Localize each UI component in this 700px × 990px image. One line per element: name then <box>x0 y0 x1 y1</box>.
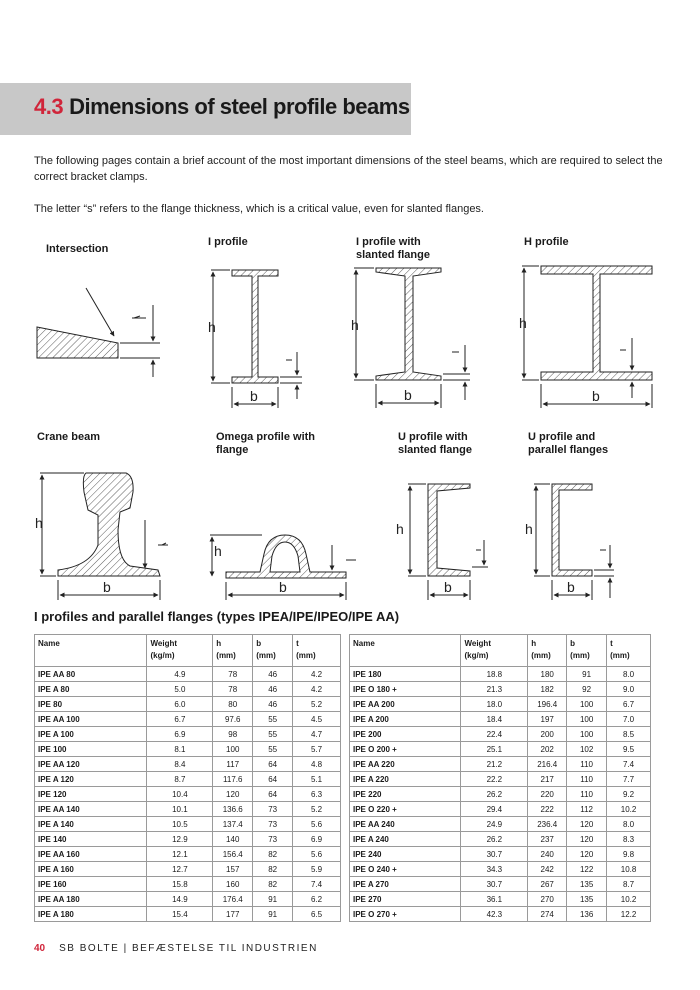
cell-b: 82 <box>253 847 293 862</box>
cell-b: 135 <box>567 892 607 907</box>
cell-weight: 22.2 <box>461 772 528 787</box>
h-profile-drawing <box>522 266 652 408</box>
cell-weight: 12.1 <box>147 847 213 862</box>
cell-t: 5.6 <box>293 847 341 862</box>
cell-weight: 30.7 <box>461 877 528 892</box>
cell-name: IPE A 80 <box>35 682 147 697</box>
cell-b: 102 <box>567 742 607 757</box>
table-row <box>35 832 341 847</box>
cell-name: IPE A 120 <box>35 772 147 787</box>
cell-weight: 8.7 <box>147 772 213 787</box>
label-intersection: Intersection <box>46 243 109 255</box>
cell-name: IPE O 240 + <box>350 862 461 877</box>
cell-weight: 25.1 <box>461 742 528 757</box>
cell-name: IPE A 240 <box>350 832 461 847</box>
cell-weight: 42.3 <box>461 907 528 922</box>
cell-b: 122 <box>567 862 607 877</box>
cell-h: 78 <box>213 682 253 697</box>
cell-b: 91 <box>567 667 607 682</box>
cell-weight: 12.9 <box>147 832 213 847</box>
dimensions-table-right <box>349 634 651 922</box>
cell-weight: 6.7 <box>147 712 213 727</box>
cell-b: 120 <box>567 832 607 847</box>
cell-h: 137.4 <box>213 817 253 832</box>
cell-b: 92 <box>567 682 607 697</box>
cell-h: 274 <box>528 907 567 922</box>
table-row <box>350 847 651 862</box>
cell-t: 9.5 <box>607 742 651 757</box>
table-section-title: I profiles and parallel flanges (types IPEA/IPE/IPEO/IPE AA) <box>34 609 400 624</box>
u-parallel-h: h <box>525 521 533 537</box>
cell-h: 136.6 <box>213 802 253 817</box>
h-profile-b: b <box>592 388 600 404</box>
cell-h: 220 <box>528 787 567 802</box>
cell-weight: 15.8 <box>147 877 213 892</box>
intro-paragraph-2: The letter “s” refers to the flange thickness, which is a critical value, even for slanted flanges. <box>34 203 484 215</box>
i-slanted-b: b <box>404 387 412 403</box>
table-row <box>350 877 651 892</box>
cell-t: 10.2 <box>607 892 651 907</box>
cell-t: 8.7 <box>607 877 651 892</box>
cell-h: 197 <box>528 712 567 727</box>
table-header-row <box>35 635 341 667</box>
cell-b: 91 <box>253 907 293 922</box>
cell-t: 4.2 <box>293 667 341 682</box>
cell-b: 46 <box>253 682 293 697</box>
cell-weight: 8.4 <box>147 757 213 772</box>
cell-b: 73 <box>253 817 293 832</box>
table-row <box>350 697 651 712</box>
cell-b: 112 <box>567 802 607 817</box>
cell-name: IPE A 160 <box>35 862 147 877</box>
cell-name: IPE 220 <box>350 787 461 802</box>
label-i-profile: I profile <box>208 236 248 248</box>
cell-b: 73 <box>253 832 293 847</box>
cell-weight: 21.2 <box>461 757 528 772</box>
cell-h: 200 <box>528 727 567 742</box>
table-row <box>350 772 651 787</box>
label-u-slanted: U profile with slanted flange <box>398 431 472 456</box>
cell-h: 78 <box>213 667 253 682</box>
cell-h: 98 <box>213 727 253 742</box>
cell-t: 9.8 <box>607 847 651 862</box>
cell-h: 242 <box>528 862 567 877</box>
cell-name: IPE O 220 + <box>350 802 461 817</box>
cell-b: 110 <box>567 757 607 772</box>
cell-t: 4.7 <box>293 727 341 742</box>
cell-name: IPE A 200 <box>350 712 461 727</box>
table-row <box>35 847 341 862</box>
h-profile-h: h <box>519 315 527 331</box>
cell-t: 6.2 <box>293 892 341 907</box>
cell-weight: 18.0 <box>461 697 528 712</box>
table-row <box>35 772 341 787</box>
cell-t: 5.7 <box>293 742 341 757</box>
cell-weight: 14.9 <box>147 892 213 907</box>
i-profile-h: h <box>208 319 216 335</box>
cell-name: IPE A 270 <box>350 877 461 892</box>
cell-h: 236.4 <box>528 817 567 832</box>
cell-h: 240 <box>528 847 567 862</box>
section-title-text: Dimensions of steel profile beams <box>69 94 410 119</box>
col-weight: Weight (kg/m) <box>461 635 528 667</box>
omega-b: b <box>279 579 287 595</box>
cell-name: IPE A 140 <box>35 817 147 832</box>
cell-name: IPE AA 80 <box>35 667 147 682</box>
label-u-parallel: U profile and parallel flanges <box>528 431 609 456</box>
crane-beam-h: h <box>35 515 43 531</box>
table-row <box>35 892 341 907</box>
cell-h: 267 <box>528 877 567 892</box>
cell-weight: 10.5 <box>147 817 213 832</box>
cell-name: IPE O 200 + <box>350 742 461 757</box>
cell-t: 6.5 <box>293 907 341 922</box>
table-row <box>350 667 651 682</box>
table-row <box>350 892 651 907</box>
section-number: 4.3 <box>34 94 64 119</box>
cell-h: 120 <box>213 787 253 802</box>
cell-weight: 5.0 <box>147 682 213 697</box>
cell-h: 160 <box>213 877 253 892</box>
cell-b: 64 <box>253 787 293 802</box>
cell-t: 8.0 <box>607 667 651 682</box>
table-row <box>350 757 651 772</box>
footer-text: SB BOLTE | BEFÆSTELSE TIL INDUSTRIEN <box>59 943 318 954</box>
table-row <box>350 817 651 832</box>
cell-name: IPE 240 <box>350 847 461 862</box>
cell-weight: 6.0 <box>147 697 213 712</box>
page-number: 40 <box>34 943 46 954</box>
table-row <box>35 787 341 802</box>
cell-b: 82 <box>253 862 293 877</box>
table-row <box>350 832 651 847</box>
cell-name: IPE O 270 + <box>350 907 461 922</box>
col-t: t (mm) <box>607 635 651 667</box>
cell-b: 46 <box>253 667 293 682</box>
cell-t: 8.0 <box>607 817 651 832</box>
table-row <box>350 727 651 742</box>
cell-h: 117 <box>213 757 253 772</box>
table-row <box>350 682 651 697</box>
page-footer <box>34 943 318 954</box>
col-b: b (mm) <box>253 635 293 667</box>
cell-weight: 36.1 <box>461 892 528 907</box>
dimensions-table-left <box>34 634 341 922</box>
cell-t: 5.2 <box>293 802 341 817</box>
cell-name: IPE AA 220 <box>350 757 461 772</box>
cell-t: 10.8 <box>607 862 651 877</box>
cell-name: IPE 180 <box>350 667 461 682</box>
cell-name: IPE 270 <box>350 892 461 907</box>
cell-t: 5.1 <box>293 772 341 787</box>
cell-weight: 6.9 <box>147 727 213 742</box>
cell-weight: 24.9 <box>461 817 528 832</box>
cell-t: 4.5 <box>293 712 341 727</box>
cell-name: IPE AA 140 <box>35 802 147 817</box>
intro-paragraph-1: The following pages contain a brief account of the most important dimensions of the steel beams, which are required to select the correct bracket clamps. <box>34 155 663 183</box>
cell-t: 4.8 <box>293 757 341 772</box>
table-row <box>35 742 341 757</box>
table-row <box>350 787 651 802</box>
cell-h: 237 <box>528 832 567 847</box>
cell-weight: 4.9 <box>147 667 213 682</box>
cell-t: 10.2 <box>607 802 651 817</box>
table-row <box>350 862 651 877</box>
cell-name: IPE A 100 <box>35 727 147 742</box>
label-i-slanted: I profile with slanted flange <box>356 236 430 261</box>
u-slanted-h: h <box>396 521 404 537</box>
table-header-row <box>350 635 651 667</box>
table-row <box>35 697 341 712</box>
cell-h: 182 <box>528 682 567 697</box>
table-row <box>35 802 341 817</box>
cell-weight: 26.2 <box>461 787 528 802</box>
cell-weight: 34.3 <box>461 862 528 877</box>
cell-b: 55 <box>253 727 293 742</box>
cell-b: 73 <box>253 802 293 817</box>
cell-weight: 22.4 <box>461 727 528 742</box>
cell-b: 135 <box>567 877 607 892</box>
cell-name: IPE 120 <box>35 787 147 802</box>
cell-weight: 29.4 <box>461 802 528 817</box>
cell-name: IPE O 180 + <box>350 682 461 697</box>
cell-b: 100 <box>567 727 607 742</box>
cell-t: 6.7 <box>607 697 651 712</box>
cell-h: 177 <box>213 907 253 922</box>
table-row <box>35 817 341 832</box>
cell-h: 222 <box>528 802 567 817</box>
cell-name: IPE A 180 <box>35 907 147 922</box>
cell-name: IPE 140 <box>35 832 147 847</box>
cell-name: IPE AA 200 <box>350 697 461 712</box>
omega-h: h <box>214 543 222 559</box>
cell-weight: 10.1 <box>147 802 213 817</box>
cell-weight: 21.3 <box>461 682 528 697</box>
cell-name: IPE 200 <box>350 727 461 742</box>
cell-t: 5.9 <box>293 862 341 877</box>
cell-h: 117.6 <box>213 772 253 787</box>
cell-h: 270 <box>528 892 567 907</box>
table-row <box>350 712 651 727</box>
cell-name: IPE AA 180 <box>35 892 147 907</box>
crane-beam-b: b <box>103 579 111 595</box>
label-omega: Omega profile with flange <box>216 431 316 456</box>
i-slanted-drawing <box>354 268 470 408</box>
cell-t: 12.2 <box>607 907 651 922</box>
cell-weight: 26.2 <box>461 832 528 847</box>
cell-b: 64 <box>253 772 293 787</box>
i-slanted-h: h <box>351 317 359 333</box>
col-h: h (mm) <box>213 635 253 667</box>
label-crane-beam: Crane beam <box>37 431 100 443</box>
col-t: t (mm) <box>293 635 341 667</box>
cell-b: 120 <box>567 817 607 832</box>
cell-name: IPE AA 100 <box>35 712 147 727</box>
cell-h: 156.4 <box>213 847 253 862</box>
cell-name: IPE AA 240 <box>350 817 461 832</box>
cell-h: 100 <box>213 742 253 757</box>
cell-t: 9.2 <box>607 787 651 802</box>
cell-b: 55 <box>253 742 293 757</box>
cell-h: 202 <box>528 742 567 757</box>
cell-b: 100 <box>567 712 607 727</box>
cell-weight: 18.4 <box>461 712 528 727</box>
cell-b: 136 <box>567 907 607 922</box>
i-profile-b: b <box>250 388 258 404</box>
table-row <box>35 907 341 922</box>
cell-t: 5.2 <box>293 697 341 712</box>
table-row <box>35 712 341 727</box>
col-h: h (mm) <box>528 635 567 667</box>
cell-weight: 15.4 <box>147 907 213 922</box>
table-row <box>35 667 341 682</box>
cell-name: IPE AA 120 <box>35 757 147 772</box>
cell-t: 6.9 <box>293 832 341 847</box>
table-row <box>35 682 341 697</box>
cell-t: 6.3 <box>293 787 341 802</box>
cell-b: 100 <box>567 697 607 712</box>
cell-h: 217 <box>528 772 567 787</box>
cell-t: 7.0 <box>607 712 651 727</box>
cell-h: 80 <box>213 697 253 712</box>
col-weight: Weight (kg/m) <box>147 635 213 667</box>
cell-weight: 30.7 <box>461 847 528 862</box>
cell-h: 216.4 <box>528 757 567 772</box>
col-name: Name <box>350 635 461 667</box>
cell-h: 157 <box>213 862 253 877</box>
cell-b: 110 <box>567 787 607 802</box>
cell-b: 46 <box>253 697 293 712</box>
table-row <box>35 877 341 892</box>
table-row <box>35 757 341 772</box>
cell-b: 64 <box>253 757 293 772</box>
cell-name: IPE 80 <box>35 697 147 712</box>
cell-b: 55 <box>253 712 293 727</box>
cell-b: 120 <box>567 847 607 862</box>
cell-t: 7.4 <box>293 877 341 892</box>
cell-t: 9.0 <box>607 682 651 697</box>
cell-h: 97.6 <box>213 712 253 727</box>
cell-h: 140 <box>213 832 253 847</box>
col-name: Name <box>35 635 147 667</box>
table-row <box>350 742 651 757</box>
cell-h: 196.4 <box>528 697 567 712</box>
cell-name: IPE A 220 <box>350 772 461 787</box>
cell-b: 91 <box>253 892 293 907</box>
cell-weight: 18.8 <box>461 667 528 682</box>
cell-b: 82 <box>253 877 293 892</box>
cell-b: 110 <box>567 772 607 787</box>
intersection-drawing <box>37 288 160 377</box>
label-h-profile: H profile <box>524 236 569 248</box>
cell-weight: 12.7 <box>147 862 213 877</box>
cell-name: IPE AA 160 <box>35 847 147 862</box>
table-row <box>35 862 341 877</box>
cell-weight: 8.1 <box>147 742 213 757</box>
cell-t: 7.7 <box>607 772 651 787</box>
table-row <box>350 907 651 922</box>
col-b: b (mm) <box>567 635 607 667</box>
cell-t: 8.5 <box>607 727 651 742</box>
u-parallel-b: b <box>567 579 575 595</box>
cell-weight: 10.4 <box>147 787 213 802</box>
cell-t: 7.4 <box>607 757 651 772</box>
cell-name: IPE 160 <box>35 877 147 892</box>
cell-h: 176.4 <box>213 892 253 907</box>
cell-t: 8.3 <box>607 832 651 847</box>
table-row <box>35 727 341 742</box>
cell-name: IPE 100 <box>35 742 147 757</box>
cell-t: 4.2 <box>293 682 341 697</box>
cell-h: 180 <box>528 667 567 682</box>
table-row <box>350 802 651 817</box>
cell-t: 5.6 <box>293 817 341 832</box>
u-slanted-b: b <box>444 579 452 595</box>
